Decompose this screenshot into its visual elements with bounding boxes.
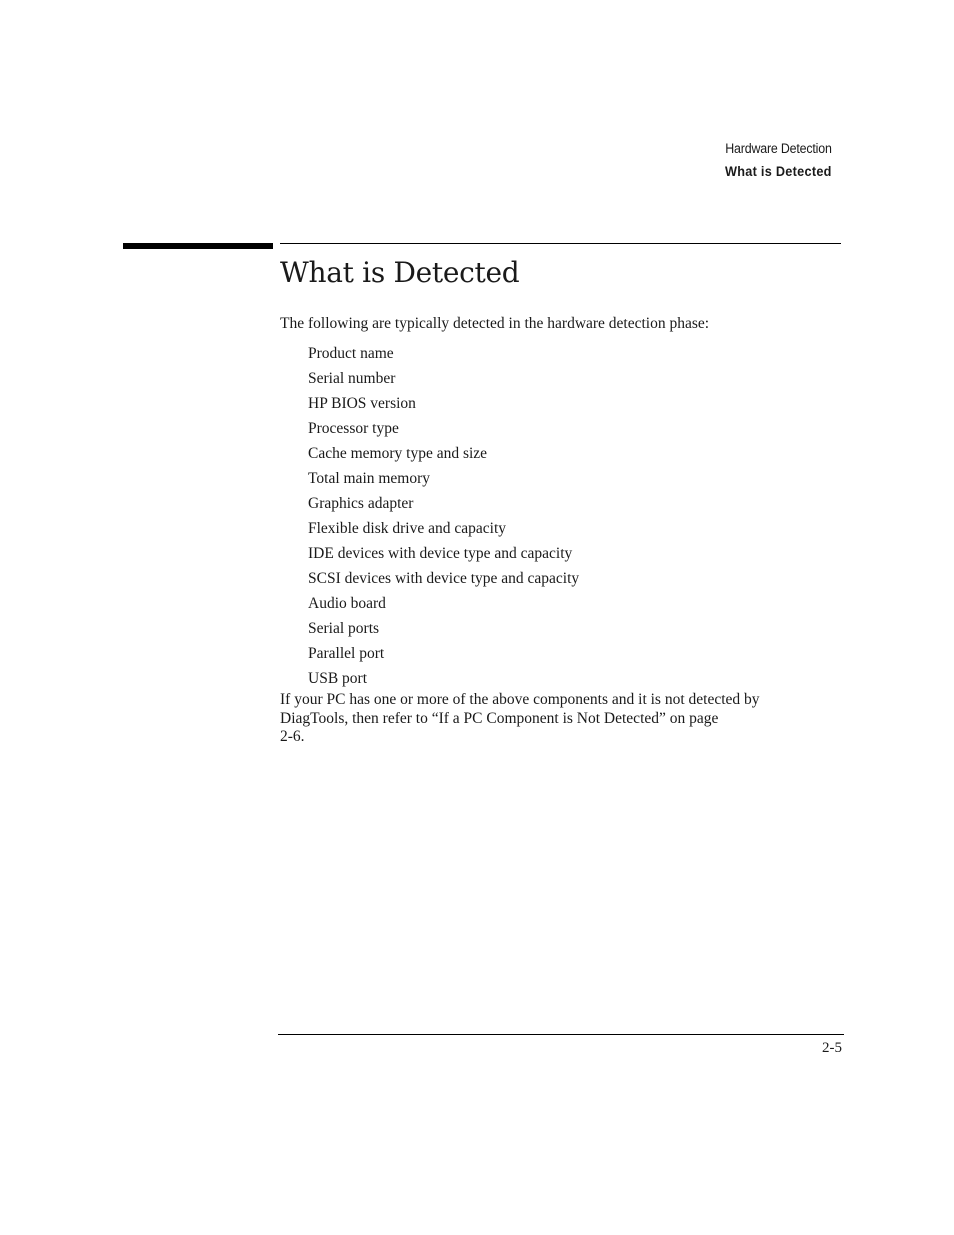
chapter-title: Hardware Detection <box>725 141 832 156</box>
section-rule-thick <box>123 243 273 249</box>
list-item: IDE devices with device type and capacity <box>308 545 573 562</box>
note-line: If your PC has one or more of the above components and it is not detected by <box>280 691 760 708</box>
note-line: DiagTools, then refer to “If a PC Component is Not Detected” on page <box>280 709 719 727</box>
list-item: HP BIOS version <box>308 395 416 412</box>
list-item: Cache memory type and size <box>308 445 488 462</box>
list-item: Parallel port <box>308 645 385 662</box>
list-item: Graphics adapter <box>308 495 414 512</box>
list-item: Total main memory <box>308 470 431 487</box>
list-item: Serial number <box>308 370 396 387</box>
section-title: What is Detected <box>725 164 832 179</box>
main-content <box>280 313 820 747</box>
list-item: Product name <box>308 345 394 362</box>
running-header <box>716 139 832 185</box>
note-paragraph <box>280 691 815 747</box>
list-item: Audio board <box>308 595 386 612</box>
page-title: What is Detected <box>280 256 520 289</box>
list-item: USB port <box>308 670 367 687</box>
list-item: Processor type <box>308 420 399 437</box>
footer-rule <box>278 1034 844 1035</box>
list-item: Serial ports <box>308 620 380 637</box>
note-line: 2-6. <box>280 728 305 745</box>
page-number: 2-5 <box>822 1040 842 1056</box>
list-item: Flexible disk drive and capacity <box>308 520 506 537</box>
detected-items-list <box>280 341 820 691</box>
list-item: SCSI devices with device type and capacity <box>308 570 580 587</box>
intro-paragraph: The following are typically detected in the hardware detection phase: <box>280 315 710 332</box>
section-rule-thin <box>280 243 841 244</box>
